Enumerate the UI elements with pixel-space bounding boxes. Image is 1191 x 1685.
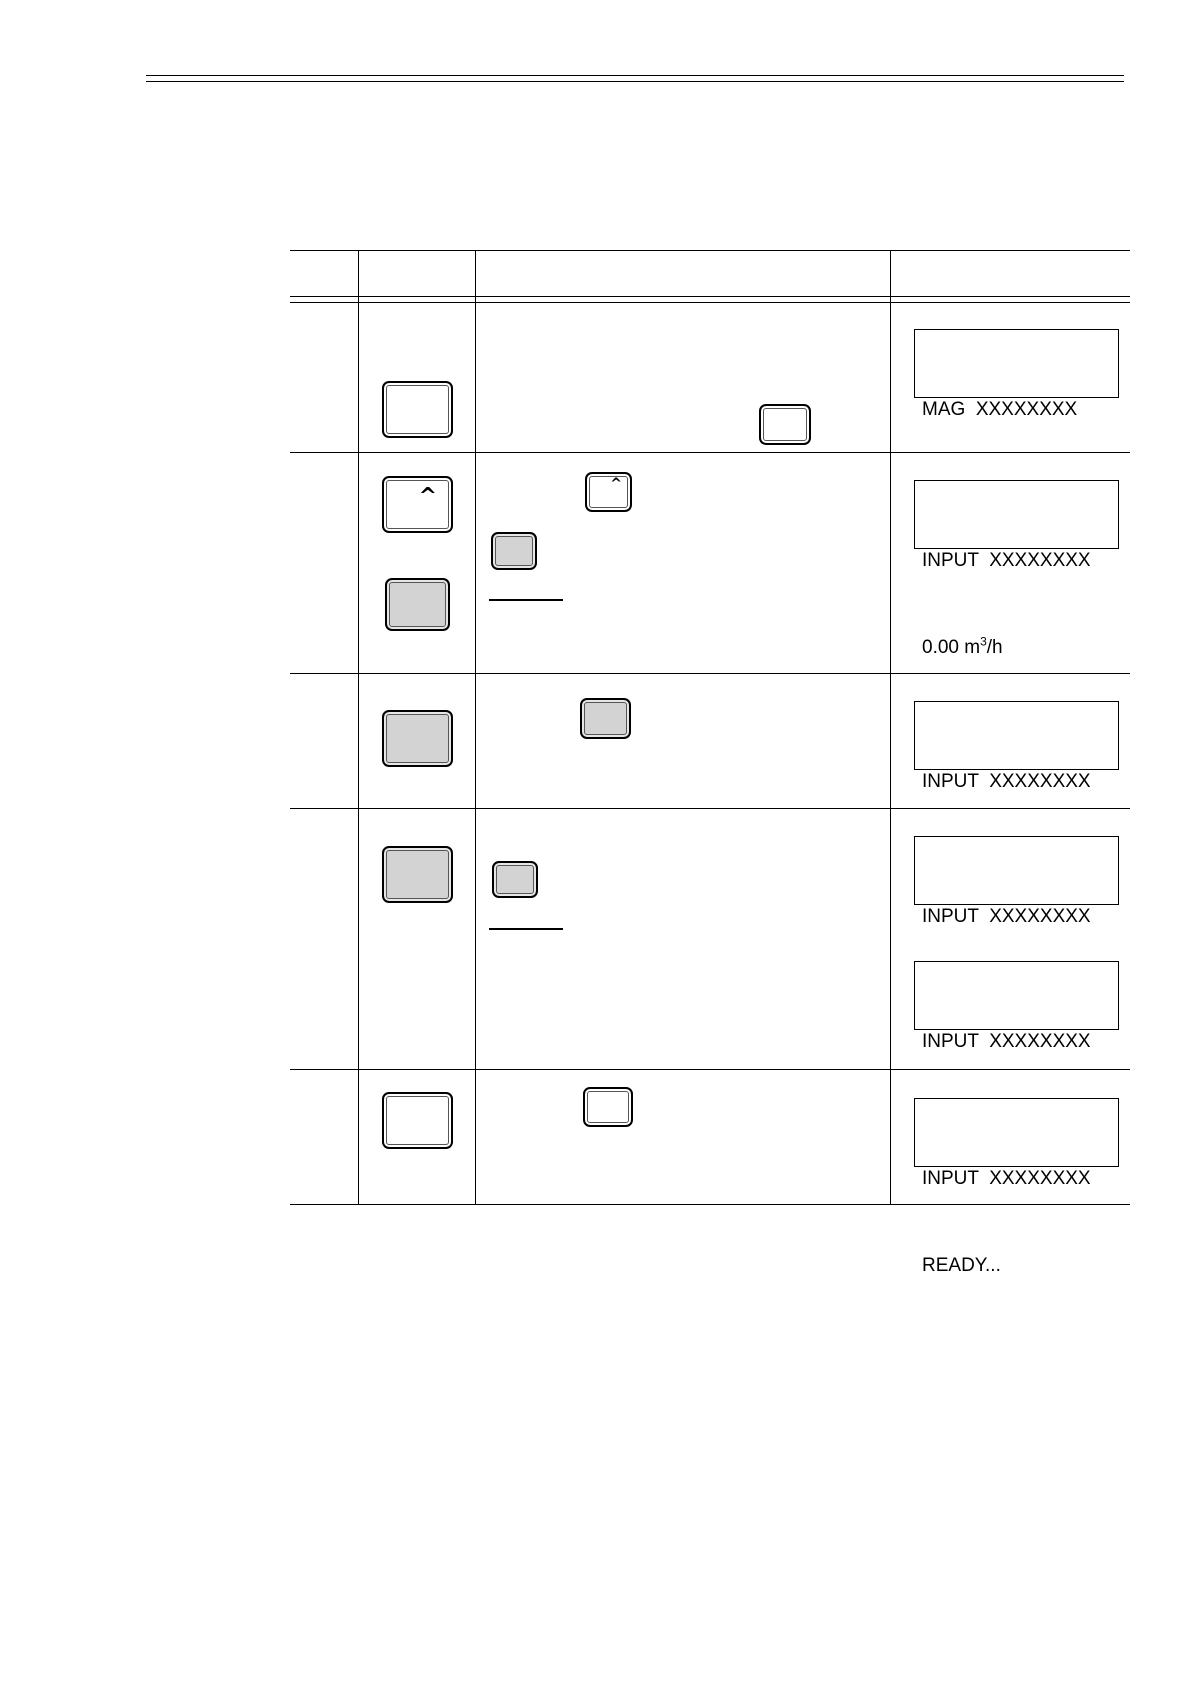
col-divider-3 [890, 250, 891, 1205]
grey-key-inline[interactable] [491, 532, 537, 570]
lcd-display [914, 1098, 1119, 1276]
col-divider-2 [475, 250, 476, 1205]
underline-rule [489, 599, 563, 601]
up-arrow-key-inline[interactable] [585, 472, 632, 512]
grey-key-inline[interactable] [492, 861, 538, 898]
caret-up-icon: ^ [418, 484, 437, 509]
lcd-line-2: READY... [922, 1255, 1001, 1276]
grey-key[interactable] [382, 846, 453, 903]
blank-key[interactable] [382, 381, 453, 438]
header-rule-bottom [146, 81, 1124, 82]
grey-key[interactable] [385, 578, 450, 631]
col-divider-1 [358, 250, 359, 1205]
table-header-border-2 [290, 302, 1130, 303]
grey-key[interactable] [382, 710, 453, 767]
caret-up-icon: ^ [610, 476, 622, 492]
table-header-border-1 [290, 296, 1130, 297]
table-top-border [290, 250, 1130, 251]
lcd-line-2: 0.00 $m^3/h$ [922, 634, 1003, 658]
up-arrow-key[interactable] [382, 476, 453, 533]
lcd-line-1: INPUT XXXXXXXX [922, 550, 1091, 571]
blank-key-inline[interactable] [583, 1087, 633, 1127]
grey-key-inline[interactable] [580, 698, 631, 739]
underline-rule [489, 928, 563, 930]
lcd-display [914, 480, 1119, 658]
lcd-line-1: INPUT XXXXXXXX [922, 771, 1091, 792]
header-rule-top [146, 75, 1124, 76]
lcd-line-1: INPUT XXXXXXXX [922, 1168, 1091, 1189]
lcd-line-1: INPUT XXXXXXXX [922, 906, 1091, 927]
lcd-display [914, 961, 1119, 1052]
lcd-display [914, 329, 1119, 420]
lcd-display [914, 701, 1119, 792]
blank-key[interactable] [382, 1092, 453, 1149]
blank-key-inline[interactable] [759, 404, 811, 445]
lcd-line-1: MAG XXXXXXXX [922, 399, 1078, 420]
lcd-display [914, 836, 1119, 927]
lcd-line-1: INPUT XXXXXXXX [922, 1031, 1091, 1052]
